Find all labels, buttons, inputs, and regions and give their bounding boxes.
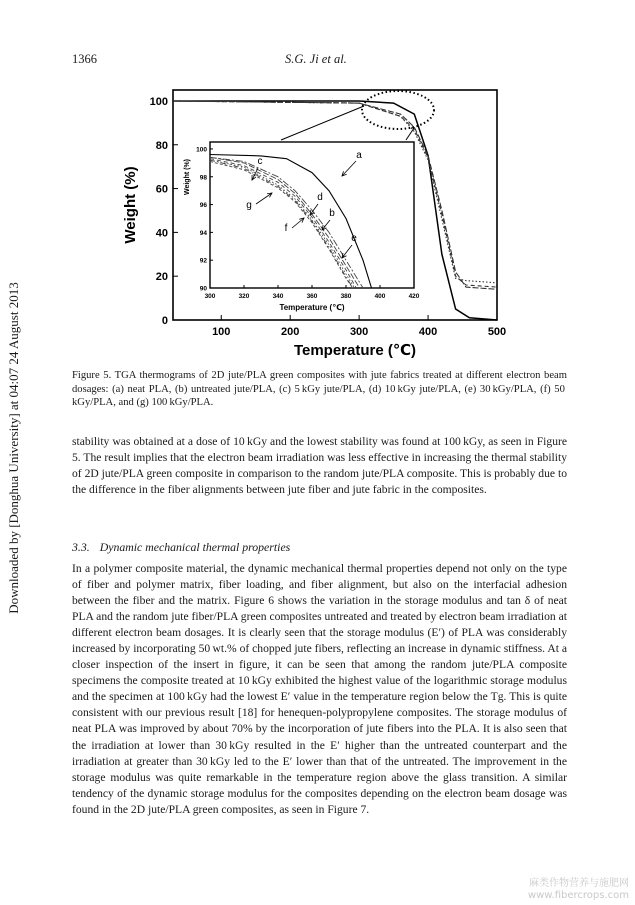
curve-label-e: e bbox=[351, 233, 357, 244]
section-number: 3.3. bbox=[72, 540, 90, 554]
inset-leader-right bbox=[406, 128, 414, 140]
main-x-tick-label: 500 bbox=[487, 326, 507, 338]
inset-y-tick-label: 90 bbox=[199, 285, 207, 293]
inset-y-tick-label: 92 bbox=[199, 257, 207, 265]
inset-x-tick-label: 420 bbox=[408, 293, 420, 300]
curve-label-b: b bbox=[329, 208, 335, 219]
section-title: Dynamic mechanical thermal properties bbox=[99, 540, 291, 554]
inset-x-tick-label: 300 bbox=[204, 293, 216, 300]
curve-label-g: g bbox=[246, 200, 252, 211]
main-y-tick-label: 40 bbox=[155, 227, 168, 240]
figure-caption: Figure 5. TGA thermograms of 2D jute/PLA green composites with jute fabrics treated at different electron beam dosages: (a) neat PLA, (b) untreated jute/PLA, (c) 5 kGy jute/PLA, (d) 10 kGy jute/PLA, (e) 30 kGy/PLA, (f) 50 kGy/PLA, and (g) 100 kGy/PLA. bbox=[72, 370, 567, 408]
inset-y-tick-label: 96 bbox=[199, 202, 207, 210]
inset-x-tick-label: 320 bbox=[238, 293, 250, 300]
main-x-tick-label: 200 bbox=[281, 326, 300, 338]
inset-leader-left bbox=[281, 106, 364, 140]
inset-x-tick-label: 400 bbox=[374, 293, 386, 300]
main-x-tick-label: 300 bbox=[349, 326, 369, 338]
main-y-tick-label: 0 bbox=[161, 315, 168, 327]
main-y-tick-label: 20 bbox=[155, 271, 168, 284]
main-y-tick-label: 100 bbox=[149, 95, 168, 108]
inset-y-tick-label: 94 bbox=[199, 229, 207, 237]
curve-label-d: d bbox=[317, 192, 323, 203]
main-x-tick-label: 100 bbox=[212, 326, 231, 338]
watermark bbox=[528, 878, 629, 902]
tga-figure bbox=[110, 80, 510, 370]
main-y-axis-label: Weight (%) bbox=[122, 166, 139, 244]
body-paragraph-2: In a polymer composite material, the dynamic mechanical thermal properties depend not only on the type of fiber and polymer matrix, fiber loading, and fiber alignment, but also on the interfacial adhesion between the fiber and the matrix. Figure 6 shows the variation in the storage modulus and tan δ of neat PLA and the random jute fiber/PLA green composites untreated and treated by electron beam irradiation at different electron beam dosages. It is clearly seen that the storage modulus (E′) of PLA was considerably increased by incorporating 50 wt.% of chopped jute fibers, reflecting an increase in dynamic stiffness. At a closer inspection of the insert in figure, it can be seen that among the random jute/PLA composite specimens the composite treated at 10 kGy exhibited the highest value of the logarithmic storage modulus and the specimen at 100 kGy had the lowest E′ value in the temperature region below the Tg. This is quite consistent with our previous result [18] for henequen-polypropylene composites. The storage modulus of neat PLA was improved by about 70% by the incorporation of jute fibers into the PLA. It is also seen that the irradiation at lower than 30 kGy resulted in the E′ higher than the untreated counterpart and the irradiation at greater than 30 kGy led to the E′ lower than that of the untreated. The improvement in the storage modulus was quite remarkable in the temperature region above the glass transition. A similar tendency of the dynamic storage modulus for the composites depending on the electron beam dosage was found in the 2D jute/PLA green composites, as seen in Figure 7. bbox=[72, 562, 567, 816]
main-x-tick-label: 400 bbox=[418, 326, 438, 338]
watermark-cn: 麻类作物营养与施肥网 bbox=[529, 878, 629, 889]
inset-x-tick-label: 360 bbox=[306, 293, 318, 300]
watermark-url: www.fibercrops.com bbox=[527, 890, 629, 901]
inset-y-tick-label: 100 bbox=[196, 146, 207, 154]
main-x-axis-label: Temperature (℃) bbox=[293, 342, 417, 359]
inset-y-axis-label: Weight (%) bbox=[184, 158, 191, 196]
main-y-tick-label: 80 bbox=[155, 139, 168, 152]
tga-chart bbox=[110, 80, 510, 365]
inset-x-axis-label: Temperature (℃) bbox=[279, 303, 345, 312]
running-header-author: S.G. Ji et al. bbox=[285, 52, 347, 66]
inset-x-tick-label: 380 bbox=[340, 293, 352, 300]
section-heading bbox=[72, 540, 290, 555]
highlight-ellipse bbox=[362, 91, 434, 129]
curve-label-c: c bbox=[257, 156, 263, 167]
inset-y-tick-label: 98 bbox=[199, 174, 207, 182]
download-stamp: Downloaded by [Donghua University] at 04:07 24 August 2013 bbox=[6, 282, 21, 614]
curve-label-a: a bbox=[356, 150, 362, 161]
page-number: 1366 bbox=[72, 52, 97, 66]
inset-x-tick-label: 340 bbox=[272, 293, 284, 300]
main-y-tick-label: 60 bbox=[155, 183, 168, 196]
body-paragraph-1: stability was obtained at a dose of 10 kGy and the lowest stability was found at 100 kGy, as seen in Figure 5. The result implies that the electron beam irradiation was less effective in increasing the thermal stability of 2D jute/PLA green composite in comparison to the random jute/PLA composite. This is probably due to the difference in the fiber alignments between jute fiber and jute fabric in the composites. bbox=[72, 435, 567, 497]
curve-label-f: f bbox=[284, 223, 288, 234]
